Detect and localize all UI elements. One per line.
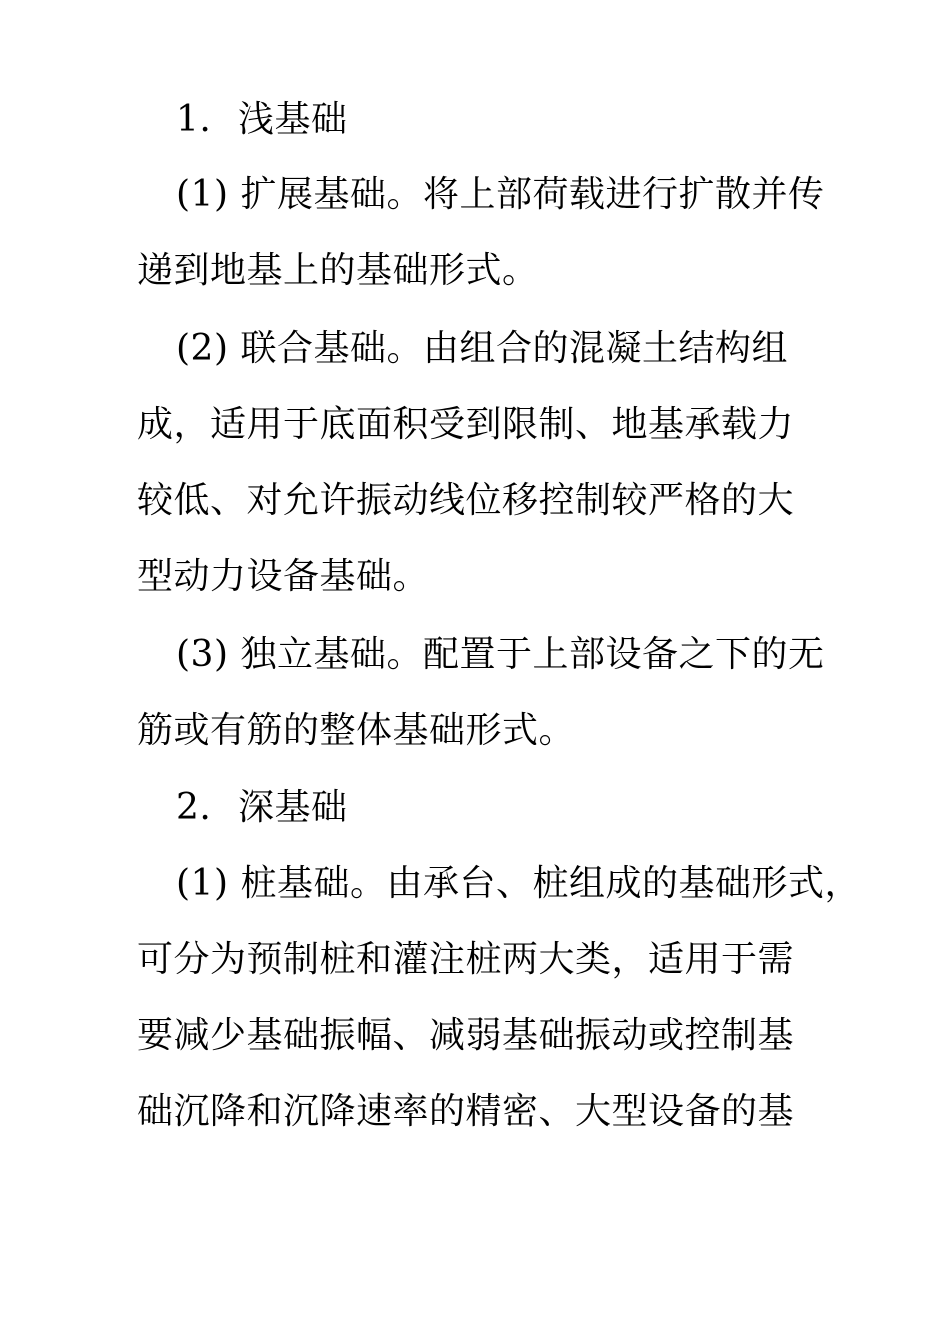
section-2-title: 深基础 bbox=[238, 787, 348, 828]
paragraph-line: (3) 独立基础。配置于上部设备之下的无 bbox=[176, 634, 825, 675]
paragraph-line: 筋或有筋的整体基础形式。 bbox=[137, 710, 576, 751]
paragraph-line: 要减少基础振幅、减弱基础振动或控制基 bbox=[137, 1015, 795, 1056]
paragraph-line: 可分为预制桩和灌注桩两大类，适用于需 bbox=[137, 939, 795, 980]
section-1-title: 浅基础 bbox=[238, 99, 348, 140]
section-2-number: 2. bbox=[176, 787, 212, 828]
section-1-heading bbox=[176, 100, 348, 140]
paragraph-line: 较低、对允许振动线位移控制较严格的大 bbox=[137, 480, 795, 521]
paragraph-line: (1) 扩展基础。将上部荷载进行扩散并传 bbox=[176, 174, 825, 215]
paragraph-line: 型动力设备基础。 bbox=[137, 556, 430, 597]
paragraph-line: 础沉降和沉降速率的精密、大型设备的基 bbox=[137, 1091, 795, 1132]
section-2-heading bbox=[176, 788, 348, 828]
paragraph-line: 成，适用于底面积受到限制、地基承载力 bbox=[137, 404, 795, 445]
section-1-number: 1. bbox=[176, 99, 212, 140]
paragraph-line: (1) 桩基础。由承台、桩组成的基础形式， bbox=[176, 863, 861, 904]
paragraph-line: 递到地基上的基础形式。 bbox=[137, 250, 539, 291]
paragraph-line: (2) 联合基础。由组合的混凝土结构组 bbox=[176, 328, 788, 369]
